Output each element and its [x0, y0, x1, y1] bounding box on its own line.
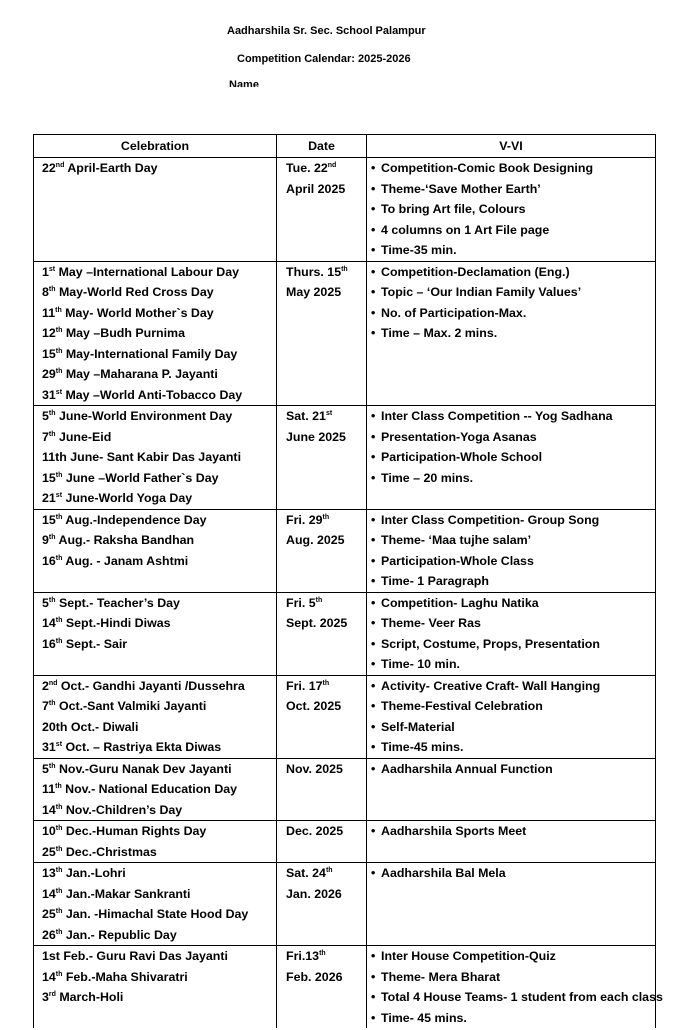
celebration-cell — [34, 863, 277, 946]
celebration-cell — [34, 406, 277, 510]
activity-list — [371, 406, 655, 488]
activity-item: • Aadharshila Annual Function — [371, 759, 655, 780]
celebration-item: 5th June-World Environment Day — [42, 409, 233, 423]
date-line: Fri. 5th — [286, 595, 323, 610]
table-row — [34, 592, 656, 675]
table-header-row — [34, 135, 656, 158]
date-line: Sat. 24th — [286, 866, 333, 880]
celebration-item: 26th Jan.- Republic Day — [42, 927, 177, 942]
activity-cell — [367, 863, 656, 946]
celebration-item: 14th Jan.-Makar Sankranti — [42, 886, 191, 901]
table-row — [34, 406, 656, 510]
date-line: Nov. 2025 — [286, 761, 343, 776]
table-row — [34, 821, 656, 863]
celebration-cell — [34, 592, 277, 675]
activity-item: • Time – 20 mins. — [371, 468, 655, 489]
celebration-item: 14th Nov.-Children’s Day — [42, 802, 183, 817]
date-line: May 2025 — [286, 285, 342, 299]
activity-cell — [367, 758, 656, 821]
activity-item: • Competition-Declamation (Eng.) — [371, 262, 655, 283]
activity-list — [371, 759, 655, 780]
celebration-item: 15th June –World Father`s Day — [42, 470, 219, 485]
activity-list — [371, 593, 655, 675]
activity-cell — [367, 675, 656, 758]
activity-cell — [367, 592, 656, 675]
activity-item: • Topic – ‘Our Indian Family Values’ — [371, 282, 655, 303]
date-cell — [277, 406, 367, 510]
table-row — [34, 946, 656, 1029]
celebration-cell — [34, 158, 277, 262]
celebration-item: 14th Sept.-Hindi Diwas — [42, 616, 171, 630]
celebration-item: 14th Feb.-Maha Shivaratri — [42, 969, 188, 984]
date-line: Feb. 2026 — [286, 969, 343, 984]
date-line: Jan. 2026 — [286, 886, 342, 901]
date-line: June 2025 — [286, 429, 346, 444]
date-line: Aug. 2025 — [286, 533, 345, 547]
celebration-item: 11th May- World Mother`s Day — [42, 305, 214, 320]
celebration-item: 10th Dec.-Human Rights Day — [42, 824, 207, 838]
celebration-item: 11th June- Sant Kabir Das Jayanti — [42, 450, 242, 464]
celebration-item: 9th Aug.- Raksha Bandhan — [42, 533, 195, 547]
celebration-item: 15th May-International Family Day — [42, 346, 238, 361]
activity-list — [371, 946, 663, 1028]
activity-item: • Inter House Competition-Quiz — [371, 946, 655, 967]
date-cell — [277, 158, 367, 262]
activity-item: • Time- 45 mins. — [371, 1008, 655, 1029]
activity-item: • Aadharshila Sports Meet — [371, 821, 655, 842]
date-line: Thurs. 15th — [286, 264, 348, 279]
activity-item: • Time-45 mins. — [371, 737, 655, 758]
celebration-item: 31st May –World Anti-Tobacco Day — [42, 387, 243, 402]
date-cell — [277, 592, 367, 675]
date-line: Tue. 22nd — [286, 161, 337, 175]
activity-item: • Time- 10 min. — [371, 654, 655, 675]
activity-item: • To bring Art file, Colours — [371, 199, 655, 220]
date-line: Sept. 2025 — [286, 616, 348, 630]
celebration-item: 2nd Oct.- Gandhi Jayanti /Dussehra — [42, 678, 245, 693]
table-row — [34, 758, 656, 821]
activity-item: • Theme-‘Save Mother Earth’ — [371, 179, 655, 200]
celebration-item: 11th Nov.- National Education Day — [42, 782, 238, 796]
celebration-item: 16th Aug. - Janam Ashtmi — [42, 553, 189, 568]
column-header-date: Date — [277, 135, 367, 158]
school-name: Aadharshila Sr. Sec. School Palampur — [227, 25, 426, 37]
activity-item: • Competition- Laghu Natika — [371, 593, 655, 614]
activity-cell — [367, 946, 663, 1029]
activity-list — [371, 510, 655, 592]
celebration-item: 7th June-Eid — [42, 429, 112, 444]
celebration-cell — [34, 509, 277, 592]
activity-item: • Competition-Comic Book Designing — [371, 158, 655, 179]
celebration-item: 21st June-World Yoga Day — [42, 491, 193, 505]
activity-item: • Presentation-Yoga Asanas — [371, 427, 655, 448]
activity-item: • Script, Costume, Props, Presentation — [371, 634, 655, 655]
activity-cell — [367, 406, 656, 510]
celebration-item: 5th Sept.- Teacher’s Day — [42, 595, 180, 610]
activity-item: • 4 columns on 1 Art File page — [371, 220, 655, 241]
table-row — [34, 675, 656, 758]
calendar-title: Competition Calendar: 2025-2026 — [237, 53, 411, 65]
celebration-item: 12th May –Budh Purnima — [42, 326, 185, 340]
date-line: April 2025 — [286, 181, 346, 196]
celebration-item: 29th May –Maharana P. Jayanti — [42, 367, 218, 381]
activity-item: • No. of Participation-Max. — [371, 303, 655, 324]
activity-cell — [367, 821, 656, 863]
date-line: Dec. 2025 — [286, 824, 344, 838]
celebration-item: 13th Jan.-Lohri — [42, 866, 126, 880]
celebration-cell — [34, 758, 277, 821]
celebration-item: 5th Nov.-Guru Nanak Dev Jayanti — [42, 761, 232, 776]
activity-list — [371, 158, 655, 261]
activity-item: • Time- 1 Paragraph — [371, 571, 655, 592]
date-cell — [277, 261, 367, 406]
activity-item: • Participation-Whole Class — [371, 551, 655, 572]
date-line: Oct. 2025 — [286, 699, 342, 713]
celebration-item: 8th May-World Red Cross Day — [42, 285, 214, 299]
competition-calendar-table — [33, 134, 663, 1028]
date-cell — [277, 509, 367, 592]
celebration-cell — [34, 821, 277, 863]
activity-item: • Self-Material — [371, 717, 655, 738]
table-row — [34, 158, 656, 262]
activity-item: • Theme- Mera Bharat — [371, 967, 655, 988]
activity-item: • Inter Class Competition- Group Song — [371, 510, 655, 531]
date-line: Sat. 21st — [286, 409, 333, 423]
date-line: Fri. 29th — [286, 512, 330, 527]
activity-item: • Activity- Creative Craft- Wall Hanging — [371, 676, 655, 697]
celebration-item: 31st Oct. – Rastriya Ekta Diwas — [42, 740, 222, 754]
name-label: Name — [229, 79, 259, 87]
activity-item: • Theme- ‘Maa tujhe salam’ — [371, 530, 655, 551]
celebration-item: 15th Aug.-Independence Day — [42, 512, 207, 527]
date-cell — [277, 758, 367, 821]
celebration-cell — [34, 261, 277, 406]
activity-cell — [367, 158, 656, 262]
activity-cell — [367, 509, 656, 592]
celebration-item: 25th Dec.-Christmas — [42, 844, 157, 859]
table-row — [34, 509, 656, 592]
date-cell — [277, 863, 367, 946]
activity-item: • Participation-Whole School — [371, 447, 655, 468]
date-cell — [277, 946, 367, 1029]
date-cell — [277, 675, 367, 758]
celebration-item: 7th Oct.-Sant Valmiki Jayanti — [42, 699, 207, 713]
celebration-cell — [34, 675, 277, 758]
activity-cell — [367, 261, 656, 406]
activity-item: • Total 4 House Teams- 1 student from each class — [371, 987, 655, 1008]
column-header-class: V-VI — [367, 135, 656, 158]
activity-list — [371, 821, 655, 842]
celebration-item: 3rd March-Holi — [42, 990, 124, 1004]
table-row — [34, 261, 656, 406]
celebration-item: 1st May –International Labour Day — [42, 264, 239, 279]
table-body — [34, 158, 663, 1029]
activity-list — [371, 262, 655, 344]
column-header-celebration: Celebration — [34, 135, 277, 158]
date-line: Fri.13th — [286, 949, 326, 963]
celebration-item: 20th Oct.- Diwali — [42, 719, 139, 734]
activity-item: • Time-35 min. — [371, 240, 655, 261]
activity-item: • Inter Class Competition -- Yog Sadhana — [371, 406, 655, 427]
celebration-item: 22nd April-Earth Day — [42, 161, 158, 175]
celebration-item: 1st Feb.- Guru Ravi Das Jayanti — [42, 949, 228, 963]
date-cell — [277, 821, 367, 863]
celebration-item: 25th Jan. -Himachal State Hood Day — [42, 907, 249, 921]
celebration-item: 16th Sept.- Sair — [42, 636, 128, 651]
activity-item: • Aadharshila Bal Mela — [371, 863, 655, 884]
activity-item: • Theme- Veer Ras — [371, 613, 655, 634]
activity-item: • Theme-Festival Celebration — [371, 696, 655, 717]
activity-list — [371, 676, 655, 758]
activity-list — [371, 863, 655, 884]
celebration-cell — [34, 946, 277, 1029]
date-line: Fri. 17th — [286, 678, 330, 693]
activity-item: • Time – Max. 2 mins. — [371, 323, 655, 344]
table-row — [34, 863, 656, 946]
